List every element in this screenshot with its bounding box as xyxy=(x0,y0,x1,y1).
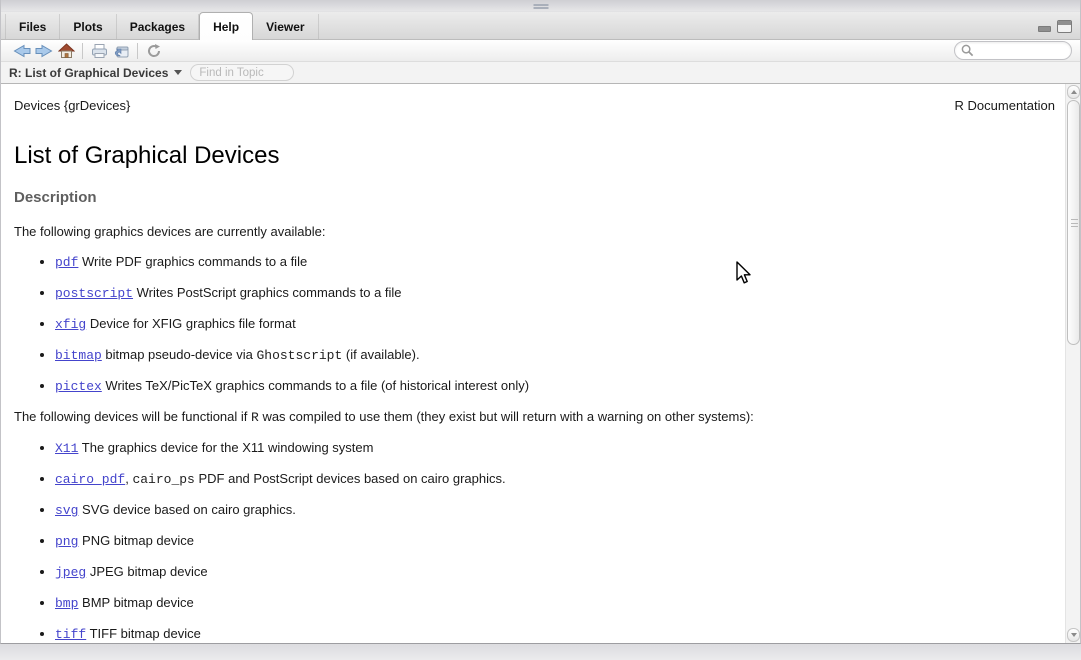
tab-viewer[interactable] xyxy=(253,14,318,39)
search-icon xyxy=(961,44,974,57)
device-list-item xyxy=(55,440,1055,457)
device-list-available xyxy=(14,254,1055,395)
device-list-item xyxy=(55,502,1055,519)
device-list-item xyxy=(55,378,1055,395)
doc-header xyxy=(14,98,1055,113)
device-list-item xyxy=(55,254,1055,271)
doc-r-documentation-label: R Documentation xyxy=(954,98,1055,113)
help-link-xfig[interactable]: xfig xyxy=(55,317,87,332)
intro-paragraph-2 xyxy=(14,409,1055,426)
tab-plots[interactable] xyxy=(60,14,116,39)
text-span: SVG device based on cairo graphics. xyxy=(78,502,296,517)
text-span: JPEG bitmap device xyxy=(86,564,208,579)
scroll-up-button[interactable] xyxy=(1067,85,1080,99)
device-list-item xyxy=(55,626,1055,643)
forward-icon xyxy=(35,44,53,58)
text-span: bitmap pseudo-device via xyxy=(101,347,257,362)
device-list-conditional xyxy=(14,440,1055,643)
tab-packages[interactable] xyxy=(117,14,199,39)
help-search-input[interactable] xyxy=(974,45,1064,57)
toolbar-separator xyxy=(137,43,138,59)
back-button[interactable] xyxy=(11,41,33,61)
help-link-cairo_pdf[interactable]: cairo_pdf xyxy=(55,472,126,487)
help-link-X11[interactable]: X11 xyxy=(55,441,79,456)
pane-splitter[interactable] xyxy=(1,0,1080,12)
topic-title-dropdown[interactable] xyxy=(9,66,182,80)
text-span: Writes TeX/PicTeX graphics commands to a file (of historical interest only) xyxy=(101,378,530,393)
help-link-postscript[interactable]: postscript xyxy=(55,286,134,301)
backdrop-strip xyxy=(0,644,1081,660)
pane-window-controls xyxy=(1038,20,1072,33)
find-in-topic-input[interactable] xyxy=(199,67,285,79)
device-list-item xyxy=(55,595,1055,612)
code-span: R xyxy=(251,410,259,425)
text-span: was compiled to use them (they exist but will return with a warning on other systems): xyxy=(258,409,754,424)
tab-files-label: Files xyxy=(19,19,47,34)
text-span: , xyxy=(125,471,133,486)
pane-tab-bar xyxy=(1,12,1080,40)
text-span: TIFF bitmap device xyxy=(86,626,201,641)
help-search-box[interactable] xyxy=(954,41,1072,60)
maximize-pane-icon[interactable] xyxy=(1057,20,1072,33)
tab-help-label: Help xyxy=(213,19,240,34)
splitter-grip-icon[interactable] xyxy=(533,4,548,9)
scroll-down-button[interactable] xyxy=(1067,628,1080,642)
mouse-cursor xyxy=(736,261,752,285)
help-link-jpeg[interactable]: jpeg xyxy=(55,565,87,580)
chevron-down-icon xyxy=(174,70,182,75)
device-list-item xyxy=(55,347,1055,364)
tab-plots-label: Plots xyxy=(73,19,103,34)
tab-files[interactable] xyxy=(5,14,60,39)
open-in-new-window-button[interactable] xyxy=(110,41,132,61)
intro-paragraph-1: The following graphics devices are currently available: xyxy=(14,224,326,239)
text-span: The graphics device for the X11 windowing system xyxy=(78,440,374,455)
print-icon xyxy=(91,43,108,59)
refresh-button[interactable] xyxy=(143,41,165,61)
help-link-tiff[interactable]: tiff xyxy=(55,627,87,642)
text-span: PDF and PostScript devices based on cairo graphics. xyxy=(194,471,506,486)
text-span: Writes PostScript graphics commands to a file xyxy=(133,285,402,300)
description-heading: Description xyxy=(14,189,97,206)
refresh-icon xyxy=(146,43,162,59)
back-icon xyxy=(13,44,31,58)
help-link-svg[interactable]: svg xyxy=(55,503,79,518)
code-span: cairo_ps xyxy=(132,472,195,487)
help-document xyxy=(1,84,1065,643)
text-span: Device for XFIG graphics file format xyxy=(86,316,296,331)
scroll-up-arrow-icon xyxy=(1071,90,1077,94)
text-span: PNG bitmap device xyxy=(78,533,195,548)
help-link-pdf[interactable]: pdf xyxy=(55,255,79,270)
print-button[interactable] xyxy=(88,41,110,61)
text-span: (if available). xyxy=(342,347,420,362)
text-span: BMP bitmap device xyxy=(78,595,194,610)
help-toolbar xyxy=(1,40,1080,62)
text-span: Write PDF graphics commands to a file xyxy=(78,254,308,269)
help-link-pictex[interactable]: pictex xyxy=(55,379,102,394)
home-icon xyxy=(58,43,75,59)
code-span: Ghostscript xyxy=(256,348,343,363)
device-list-item xyxy=(55,533,1055,550)
page-title: List of Graphical Devices xyxy=(14,142,280,169)
text-span: The following devices will be functional if xyxy=(14,409,252,424)
scrollbar-grip-icon xyxy=(1071,219,1078,227)
help-link-png[interactable]: png xyxy=(55,534,79,549)
tab-help[interactable] xyxy=(199,12,253,40)
open-in-new-window-icon xyxy=(112,43,130,59)
help-link-bitmap[interactable]: bitmap xyxy=(55,348,102,363)
help-content-area xyxy=(1,84,1080,643)
tab-packages-label: Packages xyxy=(129,19,186,34)
vertical-scrollbar[interactable] xyxy=(1065,84,1080,643)
help-link-bmp[interactable]: bmp xyxy=(55,596,79,611)
topic-bar xyxy=(1,62,1080,84)
minimize-pane-icon[interactable] xyxy=(1038,26,1051,32)
device-list-item xyxy=(55,316,1055,333)
find-in-topic-box[interactable] xyxy=(190,64,294,81)
device-list-item xyxy=(55,285,1055,302)
scrollbar-thumb[interactable] xyxy=(1067,100,1080,345)
scroll-down-arrow-icon xyxy=(1071,633,1077,637)
home-button[interactable] xyxy=(55,41,77,61)
device-list-item xyxy=(55,564,1055,581)
topic-title-label: R: List of Graphical Devices xyxy=(9,65,169,80)
forward-button[interactable] xyxy=(33,41,55,61)
tab-viewer-label: Viewer xyxy=(266,19,305,34)
toolbar-separator xyxy=(82,43,83,59)
doc-topic-package: Devices {grDevices} xyxy=(14,98,131,113)
device-list-item xyxy=(55,471,1055,488)
